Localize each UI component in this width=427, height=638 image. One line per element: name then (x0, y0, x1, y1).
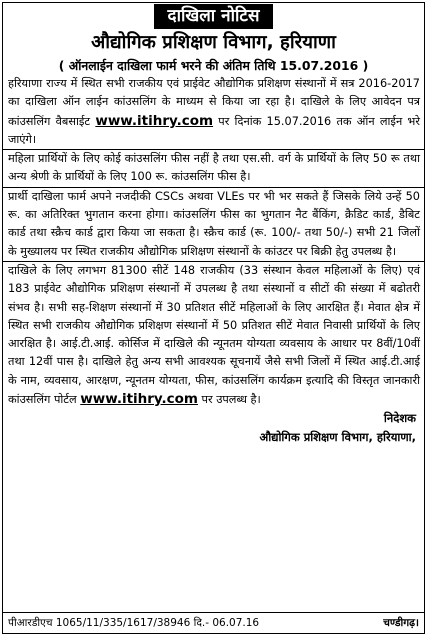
paragraph-payment: प्रार्थी दाखिला फार्म अपने नजदीकी CSCs अथवा VLEs पर भी भर सकते हैं जिसके लिये उन्हें 50 रू. का अतिरिक्त भुगतान करना होगा। कांउसलिंग फीस का भुगतान नैट बैंकिंग, क्रैडिट कार्ड, डैबिट कार्ड तथा स्क्रैच कार्ड द्वारा किया जा सकता है। स्क्रैच कार्ड (रू. 100/- तथा 50/-) सभी 21 जिलों के मुख्यालय पर स्थित राजकीय औद्योगिक प्रशिक्षण संस्थानों के कांउटर पर बिक्री हेतु उपलब्ध है। (8, 189, 420, 258)
notice-body (3, 75, 424, 409)
website-link[interactable]: www.itihry.com (95, 112, 214, 129)
paragraph-seats (8, 262, 420, 409)
signatory-office: औद्योगिक प्रशिक्षण विभाग, हरियाणा, (259, 430, 416, 445)
paragraph-online-counselling (8, 75, 420, 149)
department-title: औद्योगिक प्रशिक्षण विभाग, हरियाणा (91, 32, 336, 53)
admission-notice (2, 2, 425, 634)
notice-heading: दाखिला नोटिस (154, 4, 274, 29)
signatory-designation: निदेशक (383, 411, 416, 426)
reference-number: पीआरडीएच 1065/11/335/1617/38946 दि.- 06.07.16 (8, 617, 260, 629)
last-date-line: ( ऑनलाईन दाखिला फार्म भरने की अंतिम तिथि 15.07.2016 ) (58, 58, 369, 73)
portal-link[interactable]: www.itihry.com (80, 391, 198, 408)
paragraph-text: पर उपलब्ध है। (197, 393, 261, 407)
footer (3, 612, 424, 633)
paragraph-text: हरियाणा राज्य में स्थित सभी राजकीय एवं प्राईवेट औद्योगिक प्रशिक्षण संस्थानों में सत्र 2016-2017 का दाखिला ऑन लाईन कांउसलिंग के माध्यम से किया जा रहा है। दाखिले के लिए आवेदन पत्र कांउसलिंग वैबसाईट (8, 77, 420, 128)
banner-row (3, 3, 424, 29)
city-name: चण्डीगढ़। (383, 617, 419, 629)
paragraph-text: पर दिनांक 15.07.2016 तक ऑन लाईन भरे जाएंगे। (8, 114, 420, 146)
signature-block (3, 409, 424, 447)
paragraph-text: दाखिले के लिए लगभग 81300 सीटें 148 राजकीय (33 संस्थान केवल महिलाओं के लिए) एवं 183 प्राईवेट औद्योगिक प्रशिक्षण संस्थानों में उपलब्ध है तथा संस्थानों व सीटों की संख्या में बढोतरी संभव है। सभी सह-शिक्षण संस्थानों में 30 प्रतिशत सीटें महिलाओं के लिए आरक्षित हैं। मेवात क्षेत्र में स्थित सभी राजकीय औद्योगिक प्रशिक्षण संस्थानों में 50 प्रतिशत सीटें मेवात निवासी प्रार्थियों के लिए आरक्षित है। आई.टी.आई. कोर्सिज में दाखिले की न्यूनतम योग्यता व्यवसाय के आधार पर 8वीं/10वीं तथा 12वीं पास है। दाखिले हेतु अन्य सभी आवश्यक सूचनायें जैसे सभी जिलों में स्थित आई.टी.आई के नाम, व्यवसाय, आरक्षण, न्यूनतम योग्यता, फीस, कांउसलिंग कार्यक्रम इत्यादि की विस्तृत जानकारी कांउसलिंग पोर्टल (8, 263, 420, 407)
paragraph-fees: महिला प्रार्थियों के लिए कोई कांउसलिंग फीस नहीं है तथा एस.सी. वर्ग के प्रार्थियों के लिए 50 रू तथा अन्य श्रेणी के प्रार्थियों के लिए 100 रू. कांउसलिंग फीस है। (8, 152, 420, 184)
